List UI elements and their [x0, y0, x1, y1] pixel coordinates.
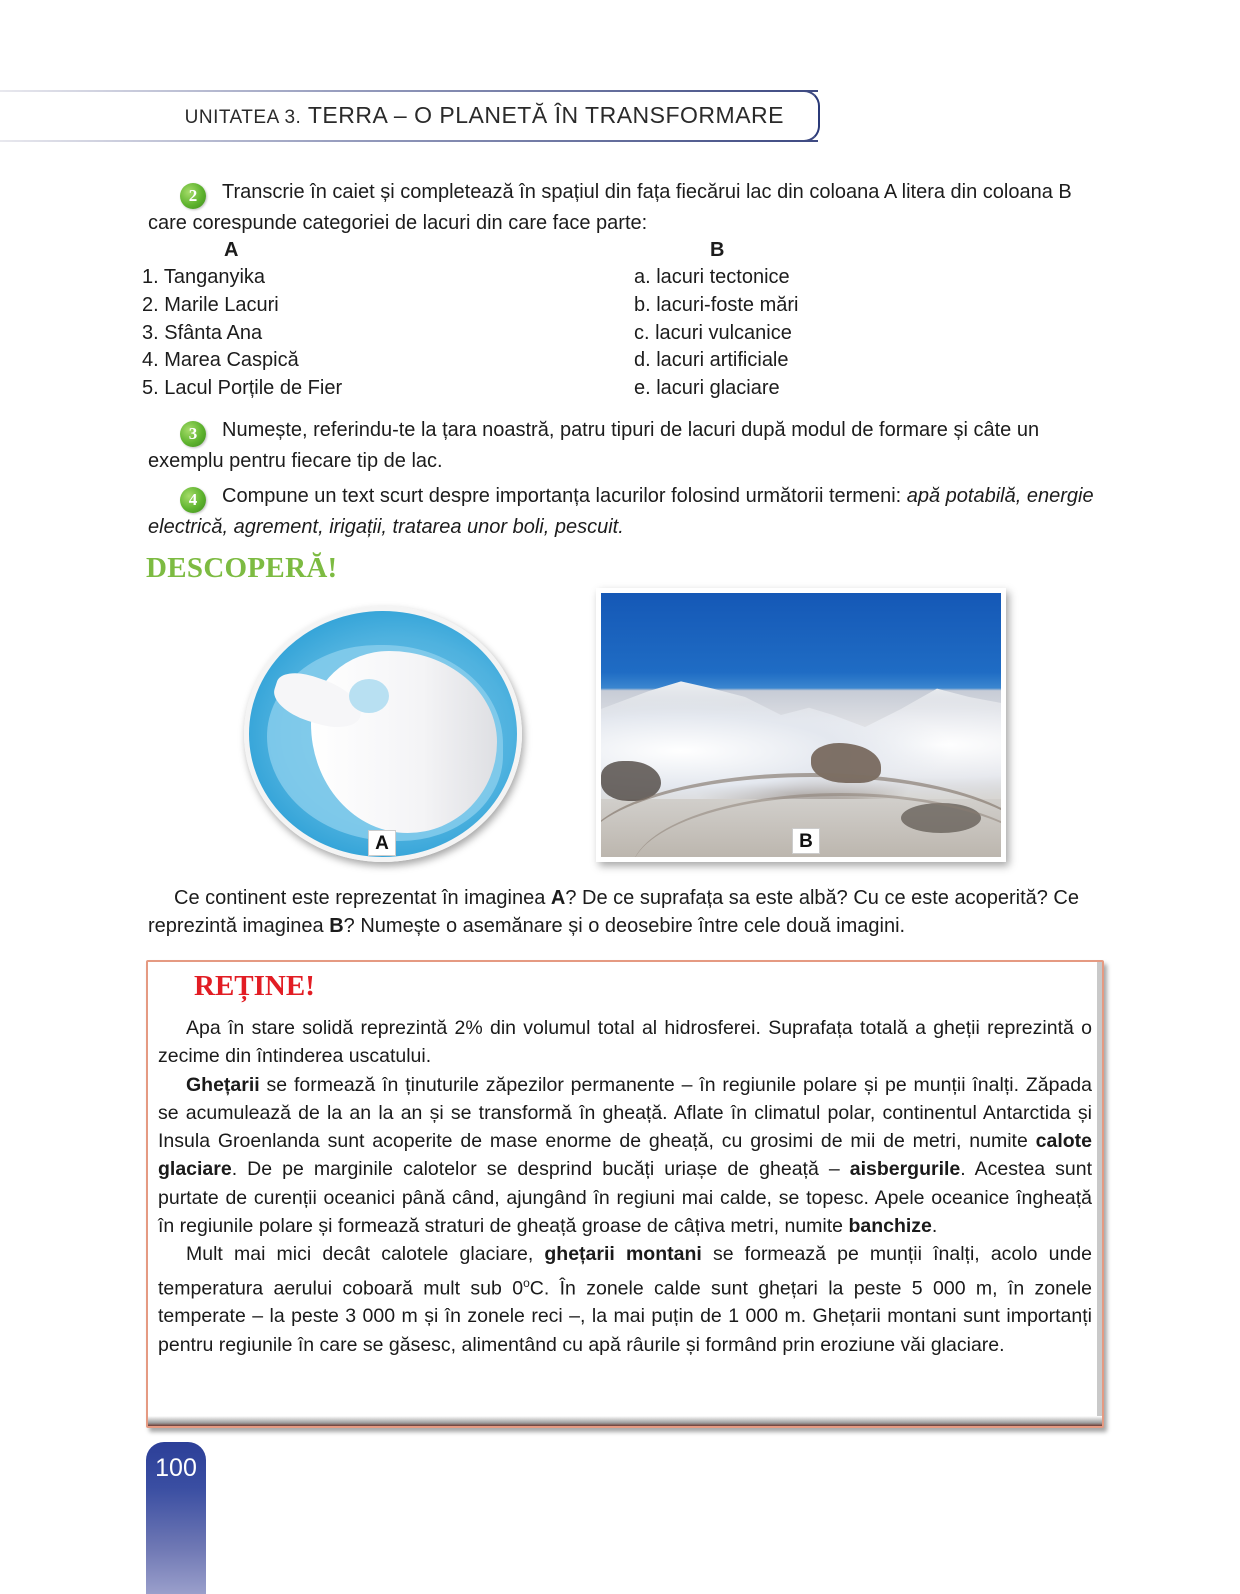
question-4 [148, 482, 1108, 541]
antarctica-globe-icon [244, 606, 522, 862]
mountain-glacier-photo [601, 593, 1001, 857]
column-a-list [142, 264, 342, 403]
list-item: b. lacuri-foste mări [634, 293, 799, 316]
text: . [931, 1215, 938, 1238]
image-a-label: A [368, 830, 396, 856]
question-2 [148, 178, 1108, 237]
term-ghetarii-montani: ghețarii montani [544, 1243, 702, 1266]
page-number: 100 [155, 1454, 197, 1482]
question-2-text: Transcrie în caiet și completează în spațiul din fața fiecărui lac din coloana A litera din coloana B care corespunde categoriei de lacuri din care face parte: [148, 181, 1072, 234]
list-item: 2. Marile Lacuri [142, 293, 279, 316]
question-number-badge: 3 [180, 421, 206, 447]
image-b-label: B [792, 828, 820, 854]
question-number-badge: 4 [180, 487, 206, 513]
descopera-heading: DESCOPERĂ! [146, 552, 338, 584]
list-item: 4. Marea Caspică [142, 349, 299, 372]
retine-box [146, 960, 1104, 1428]
term-banchize: banchize [848, 1215, 932, 1238]
image-a-antarctica [244, 606, 522, 862]
list-item: e. lacuri glaciare [634, 377, 780, 400]
column-b-list [634, 264, 799, 403]
term-aisbergurile: aisbergurile [849, 1158, 961, 1181]
desc-text: Ce continent este reprezentat în imaginea [174, 887, 551, 909]
list-item: 5. Lacul Porțile de Fier [142, 377, 343, 400]
term-ghetarii: Ghețarii [186, 1073, 260, 1096]
retine-paragraph-1: Apa în stare solidă reprezintă 2% din volumul total al hidrosferei. Suprafața totală a gheții reprezintă o zecime din întinderea uscatului. [158, 1017, 1092, 1068]
unit-prefix: UNITATEA 3. [184, 107, 302, 128]
text: se formează pe munții înalți, acolo unde temperatura aerului coboară mult sub 0 [158, 1243, 1092, 1300]
retine-paragraph-2 [158, 1071, 1092, 1241]
text: . De pe marginile calotelor se desprind bucăți uriașe de gheață – [231, 1158, 850, 1181]
list-item: a. lacuri tectonice [634, 266, 790, 288]
term-calote: calote glaciare [158, 1130, 1092, 1181]
desc-ref-a: A [550, 887, 566, 909]
question-4-terms: apă potabilă, energie electrică, agrement, irigații, tratarea unor boli, pescuit. [148, 485, 1094, 538]
question-3-text: Numește, referindu-te la țara noastră, patru tipuri de lacuri după modul de formare și câte un exemplu pentru fiecare tip de lac. [148, 419, 1040, 472]
text: . Acestea sunt purtate de curenții oceanici până când, ajungând în regiuni mai calde, se topesc. Apele oceanice îngheață în regiunile polare și formează straturi de gheață groase de câțiva metri, numite [158, 1158, 1092, 1238]
question-3 [148, 416, 1108, 475]
list-item: d. lacuri artificiale [634, 349, 789, 372]
descopera-questions [148, 884, 1108, 940]
desc-text: ? Numește o asemănare și o deosebire între cele două imagini. [343, 915, 906, 937]
text: C. În zonele calde sunt ghețari la peste 5 000 m, în zonele temperate – la peste 3 000 m și în zonele reci –, la mai puțin de 1 000 m. Ghețarii montani sunt importanți pentru regiunile în care se găsesc, alimentând cu apă râurile și formând prin eroziune văi glaciare. [158, 1277, 1093, 1356]
desc-text: ? De ce suprafața sa este albă? Cu ce este acoperită? Ce reprezintă imaginea [148, 887, 1080, 937]
text: Mult mai mici decât calotele glaciare, [186, 1243, 545, 1266]
unit-title-text: TERRA – O PLANETĂ ÎN TRANSFORMARE [307, 102, 784, 128]
unit-title [185, 102, 784, 129]
retine-paragraph-3 [158, 1240, 1092, 1359]
retine-body [158, 1014, 1092, 1359]
column-b-header: B [710, 239, 725, 261]
retine-heading: REȚINE! [194, 970, 315, 1002]
list-item: c. lacuri vulcanice [634, 321, 792, 344]
page-number-tab [146, 1442, 206, 1594]
text: se formează în ținuturile zăpezilor permanente – în regiunile polare și pe munții înalți. Zăpada se acumulează de la an la an și se transformă în gheață. Aflate în climatul polar, continentul Antarctida și Insula Groenlanda sunt acoperite de mase enorme de gheață, cu grosimi de mii de metri, numite [158, 1073, 1092, 1153]
column-a-header: A [224, 239, 239, 261]
question-4-text: Compune un text scurt despre importanța lacurilor folosind următorii termeni: [222, 485, 907, 507]
question-number-badge: 2 [180, 183, 206, 209]
image-b-glacier [596, 588, 1006, 862]
list-item: 3. Sfânta Ana [142, 321, 263, 344]
unit-header [0, 90, 820, 142]
degree-sign: o [523, 1275, 530, 1290]
list-item: 1. Tanganyika [142, 266, 266, 288]
desc-ref-b: B [329, 915, 344, 937]
